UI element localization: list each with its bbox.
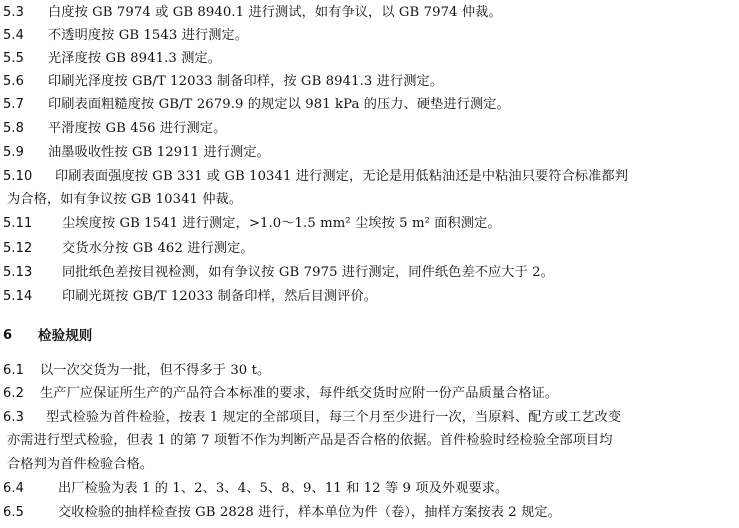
clause-text: 同批纸色差按目视检测，如有争议按 GB 7975 进行测定，同件纸色差不应大于 2。 (62, 265, 554, 280)
section-number: 6 (3, 328, 13, 343)
clause-text: 以一次交货为一批，但不得多于 30 t。 (40, 363, 271, 378)
clause-number: 5.6 (3, 74, 24, 89)
clause-text: 交货水分按 GB 462 进行测定。 (62, 241, 254, 256)
clause-5-5 (0, 48, 739, 70)
section-6-heading (0, 325, 739, 347)
clause-5-3 (0, 2, 739, 24)
clause-text: 平滑度按 GB 456 进行测定。 (48, 121, 227, 136)
clause-5-11 (0, 213, 739, 235)
clause-text: 印刷表面粗糙度按 GB/T 2679.9 的规定以 981 kPa 的压力、硬垫进行测定。 (48, 97, 510, 112)
clause-6-5 (0, 502, 739, 524)
clause-number: 6.3 (3, 410, 24, 425)
clause-text: 印刷表面强度按 GB 331 或 GB 10341 进行测定，无论是用低粘油还是中粘油只要符合标准都判 (55, 169, 629, 184)
section-title: 检验规则 (38, 328, 93, 344)
clause-number: 6.2 (3, 386, 24, 401)
clause-number: 6.4 (3, 481, 24, 496)
clause-text: 光泽度按 GB 8941.3 测定。 (48, 51, 222, 66)
clause-5-10-continuation (0, 189, 739, 211)
clause-5-9 (0, 142, 739, 164)
clause-number: 5.13 (3, 265, 33, 280)
clause-text-continuation: 亦需进行型式检验，但表 1 的第 7 项暂不作为判断产品是否合格的依据。首件检验时经检验全部项目均 (7, 433, 613, 448)
clause-number: 5.8 (3, 121, 24, 136)
clause-text: 型式检验为首件检验，按表 1 规定的全部项目，每三个月至少进行一次，当原料、配方或工艺改变 (46, 410, 622, 425)
clause-text: 生产厂应保证所生产的产品符合本标准的要求，每件纸交货时应附一份产品质量合格证。 (40, 386, 559, 401)
clause-6-2 (0, 383, 739, 405)
clause-6-4 (0, 478, 739, 500)
clause-6-3 (0, 407, 739, 429)
clause-text: 出厂检验为表 1 的 1、2、3、4、5、8、9、11 和 12 等 9 项及外观要求。 (58, 481, 509, 496)
clause-5-8 (0, 118, 739, 140)
clause-6-3-continuation (0, 430, 739, 452)
clause-5-4 (0, 25, 739, 47)
clause-text: 交收检验的抽样检查按 GB 2828 进行，样本单位为件（卷），抽样方案按表 2 规定。 (58, 505, 561, 520)
clause-number: 6.1 (3, 363, 24, 378)
clause-number: 5.4 (3, 28, 24, 43)
clause-text: 白度按 GB 7974 或 GB 8940.1 进行测试，如有争议，以 GB 7974 仲裁。 (48, 5, 502, 20)
clause-text-continuation: 合格判为首件检验合格。 (7, 457, 154, 472)
clause-5-6 (0, 71, 739, 93)
clause-number: 5.5 (3, 51, 24, 66)
clause-number: 5.7 (3, 97, 24, 112)
clause-number: 5.3 (3, 5, 24, 20)
clause-text-continuation: 为合格，如有争议按 GB 10341 仲裁。 (7, 192, 243, 207)
clause-number: 6.5 (3, 505, 24, 520)
clause-text: 印刷光泽度按 GB/T 12033 制备印样，按 GB 8941.3 进行测定。 (48, 74, 444, 89)
clause-number: 5.9 (3, 145, 24, 160)
clause-number: 5.12 (3, 241, 33, 256)
clause-number: 5.14 (3, 289, 33, 304)
clause-5-13 (0, 262, 739, 284)
clause-text: 尘埃度按 GB 1541 进行测定，>1.0～1.5 mm² 尘埃按 5 m² 面积测定。 (62, 216, 501, 231)
clause-text: 油墨吸收性按 GB 12911 进行测定。 (48, 145, 270, 160)
clause-5-7 (0, 94, 739, 116)
clause-6-3-continuation-2 (0, 454, 739, 476)
clause-text: 印刷光斑按 GB/T 12033 制备印样，然后目测评价。 (62, 289, 378, 304)
clause-5-14 (0, 286, 739, 308)
clause-text: 不透明度按 GB 1543 进行测定。 (48, 28, 249, 43)
clause-6-1 (0, 360, 739, 382)
clause-number: 5.10 (3, 169, 33, 184)
clause-5-10 (0, 166, 739, 188)
clause-5-12 (0, 238, 739, 260)
clause-number: 5.11 (3, 216, 33, 231)
